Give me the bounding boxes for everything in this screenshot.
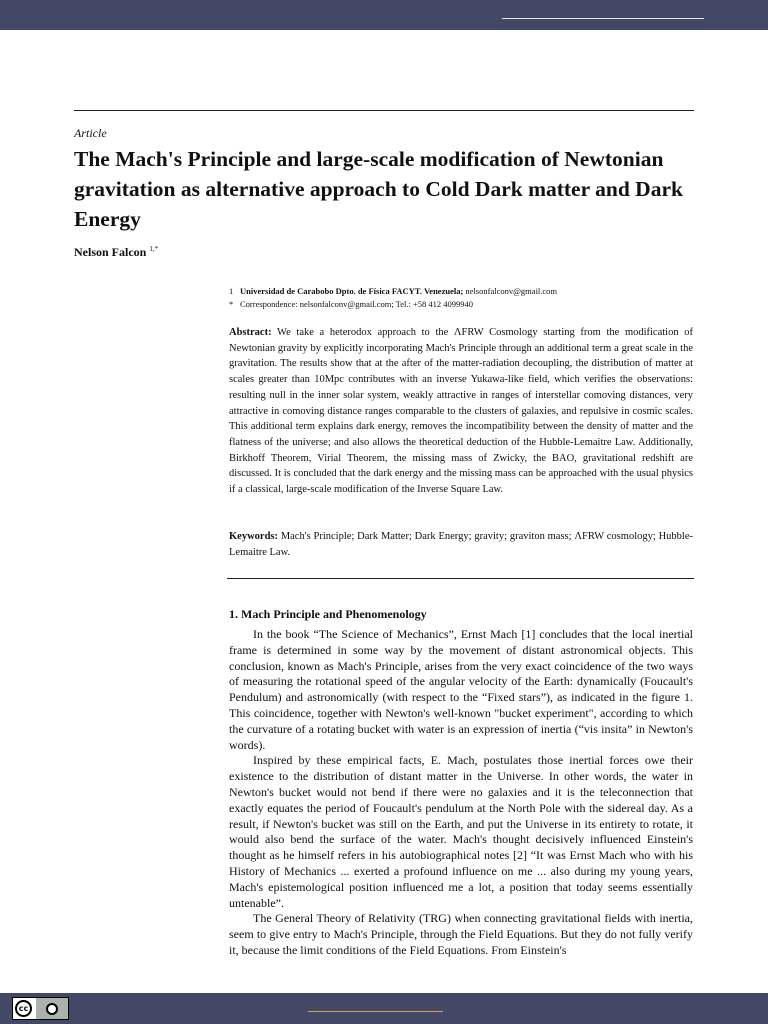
section-body (229, 627, 693, 959)
abstract-label: Abstract: (229, 327, 272, 338)
keywords (229, 529, 693, 560)
cc-license-badge[interactable] (12, 997, 69, 1020)
cc-icon: cc (15, 1000, 32, 1017)
section-heading: 1. Mach Principle and Phenomenology (229, 607, 427, 621)
article-type: Article (74, 126, 107, 140)
author-name: Nelson Falcon (74, 245, 147, 259)
affiliation-institution: Universidad de Carabobo Dpto. de Física FACYT. Venezuela; (240, 286, 464, 296)
abstract-divider (227, 578, 694, 579)
abstract (229, 325, 693, 498)
top-divider (74, 110, 694, 111)
footer-bar (0, 993, 768, 1024)
paragraph: In the book “The Science of Mechanics”, Ernst Mach [1] concludes that the local inertial frame is determined in some way by the movement of distant astronomical objects. This conclusion, known as Mach's Principle, arises from the very exact coincidence of the two ways of measuring the rotational speed of the angular velocity of the Earth: dynamically (Foucault's Pendulum) and astronomically (with respect to the “Fixed stars”), as indicated in the figure 1. This coincidence, together with Newton's well-known "bucket experiment", according to which the curvature of a rotating bucket with water is an expression of inertia (“vis insita” in Newton's words). (229, 627, 693, 752)
author (74, 245, 158, 260)
paragraph: The General Theory of Relativity (TRG) when connecting gravitational fields with inertia, seem to give entry to Mach's Principle, through the Field Equations. But they do not fully verify it, because the limit conditions of the Field Equations. From Einstein's (229, 911, 693, 957)
footer-rule (308, 1011, 443, 1012)
by-attribution-icon (36, 998, 68, 1019)
keywords-label: Keywords: (229, 531, 278, 542)
header-bar (0, 0, 768, 30)
correspondence-text: Correspondence: nelsonfalconv@gmail.com; Tel.: +58 412 4099940 (240, 299, 474, 309)
correspondence-mark: * (229, 299, 234, 309)
header-rule (502, 18, 704, 19)
keywords-text: Mach's Principle; Dark Matter; Dark Energy; gravity; graviton mass; ΛFRW cosmology; Hubble-Lemaitre Law. (229, 531, 693, 558)
author-sup: 1,* (149, 245, 159, 253)
person-icon (46, 1003, 58, 1015)
paper-title: The Mach's Principle and large-scale modification of Newtonian gravitation as alternative approach to Cold Dark matter and Dark Energy (74, 147, 683, 231)
paragraph: Inspired by these empirical facts, E. Mach, postulates those inertial forces owe their existence to the distribution of distant matter in the Universe. In other words, the water in Newton's bucket would not bend if there were no galaxies and it is the teleconnection that exactly equates the period of Foucault's pendulum at the North Pole with the sidereal day. As a result, if Newton's bucket was still on the Earth, and put the Universe in its entirety to rotate, it would also bend the surface of the water. Mach's thought decisively influenced Einstein's thought as he himself refers in his autobiographical notes [2] “It was Ernst Mach who with his History of Mechanics ... exerted a profound influence on me ... also during my young years, Mach's epistemological position influenced me a lot, a position that today seems essentially untenable”. (229, 753, 693, 910)
affiliation-mark: 1 (229, 286, 234, 296)
affiliation-email: nelsonfalconv@gmail.com (463, 286, 558, 296)
affiliation-1 (229, 286, 557, 296)
correspondence (229, 299, 473, 309)
abstract-text: We take a heterodox approach to the ΛFRW Cosmology starting from the modification of Newtonian gravity by explicitly incorporating Mach's Principle through an additional term a great scale in the gravitation. The results show that at the after of the matter-radiation decoupling, the distribution of matter at scales greater than 10Mpc contributes with an inverse Yukawa-like field, which verifies the observations: resulting null in the inner solar system, weakly attractive in ranges of interstellar comoving distances, very attractive in comoving distance ranges comparable to the clusters of galaxies, and repulsive in cosmic scales. This additional term explains dark energy, removes the incompatibility between the density of matter and the flatness of the universe; and also allows the theoretical deduction of the Hubble-Lemaitre Law. Additionally, Birkhoff Theorem, Virial Theorem, the missing mass of Zwicky, the BAO, gravitational redshift are discussed. It is concluded that the dark energy and the missing mass can be approached with the usual physics if a classical, large-scale modification of the Inverse Square Law. (229, 327, 693, 496)
